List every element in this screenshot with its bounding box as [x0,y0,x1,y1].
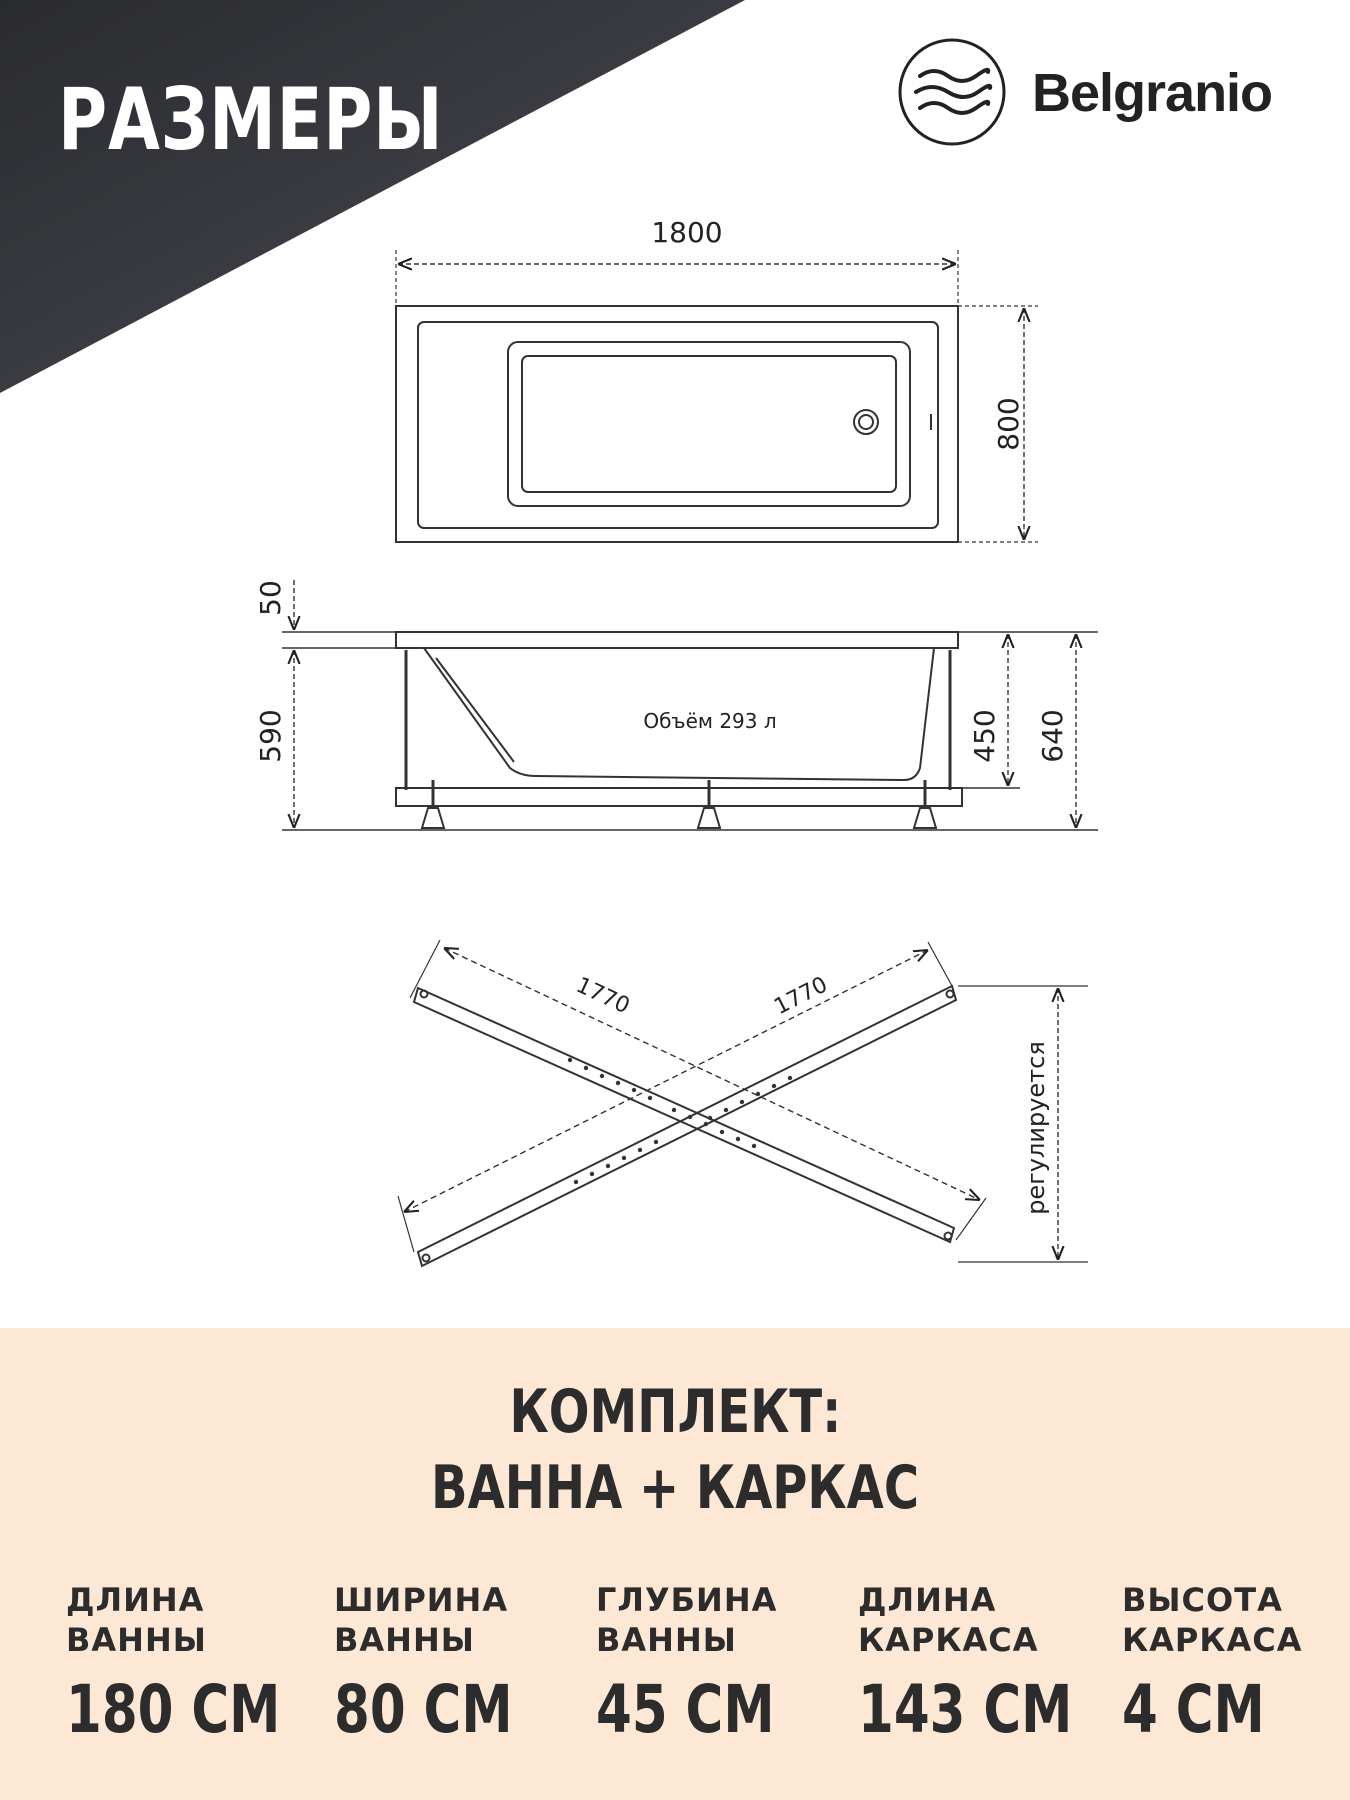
spec-label-line-1: ДЛИНА [858,1581,997,1619]
spec-label-line-1: ГЛУБИНА [596,1581,778,1619]
brand-name: Belgranio [1032,63,1273,123]
dim-length: 1800 [651,216,723,249]
kit-line-1: КОМПЛЕКТ: [509,1377,841,1447]
dim-total-height: 640 [1036,709,1069,763]
spec-label-line-2: КАРКАСА [858,1621,1039,1659]
kit-line-2: ВАННА + КАРКАС [430,1453,920,1523]
top-view [396,250,1038,542]
spec-value: 180 СМ [66,1671,281,1748]
spec-bath-depth [596,1580,856,1746]
spec-label-line-1: ДЛИНА [66,1581,205,1619]
waves-icon [896,36,1008,148]
spec-label-line-1: ШИРИНА [334,1581,509,1619]
dim-diag-2: 1770 [770,972,832,1021]
spec-value: 45 СМ [596,1671,775,1748]
spec-label-line-2: ВАННЫ [334,1621,475,1659]
brand-logo [896,36,1296,146]
side-view [282,580,1098,830]
dim-diag-1: 1770 [572,972,634,1020]
spec-bath-length [66,1580,326,1746]
technical-drawing [0,180,1350,1320]
dim-frame-to-rim: 590 [254,709,287,763]
spec-value: 143 СМ [858,1671,1073,1748]
spec-label-line-2: ВАННЫ [66,1621,207,1659]
spec-value: 80 СМ [334,1671,513,1748]
spec-label-line-2: КАРКАСА [1122,1621,1303,1659]
page-title: РАЗМЕРЫ [58,70,444,170]
spec-frame-height [1122,1580,1350,1746]
kit-panel [0,1328,1350,1800]
dim-rim: 50 [254,580,287,616]
dim-depth: 450 [968,709,1001,763]
adjustable-label: регулируется [1022,1041,1050,1215]
spec-frame-length [858,1580,1118,1746]
spec-value: 4 СМ [1122,1671,1265,1748]
volume-label: Объём 293 л [643,709,777,733]
spec-bath-width [334,1580,594,1746]
spec-label-line-2: ВАННЫ [596,1621,737,1659]
spec-label-line-1: ВЫСОТА [1122,1581,1283,1619]
spec-list [0,1580,1350,1780]
kit-title [0,1374,1350,1526]
dim-width: 800 [992,397,1025,451]
